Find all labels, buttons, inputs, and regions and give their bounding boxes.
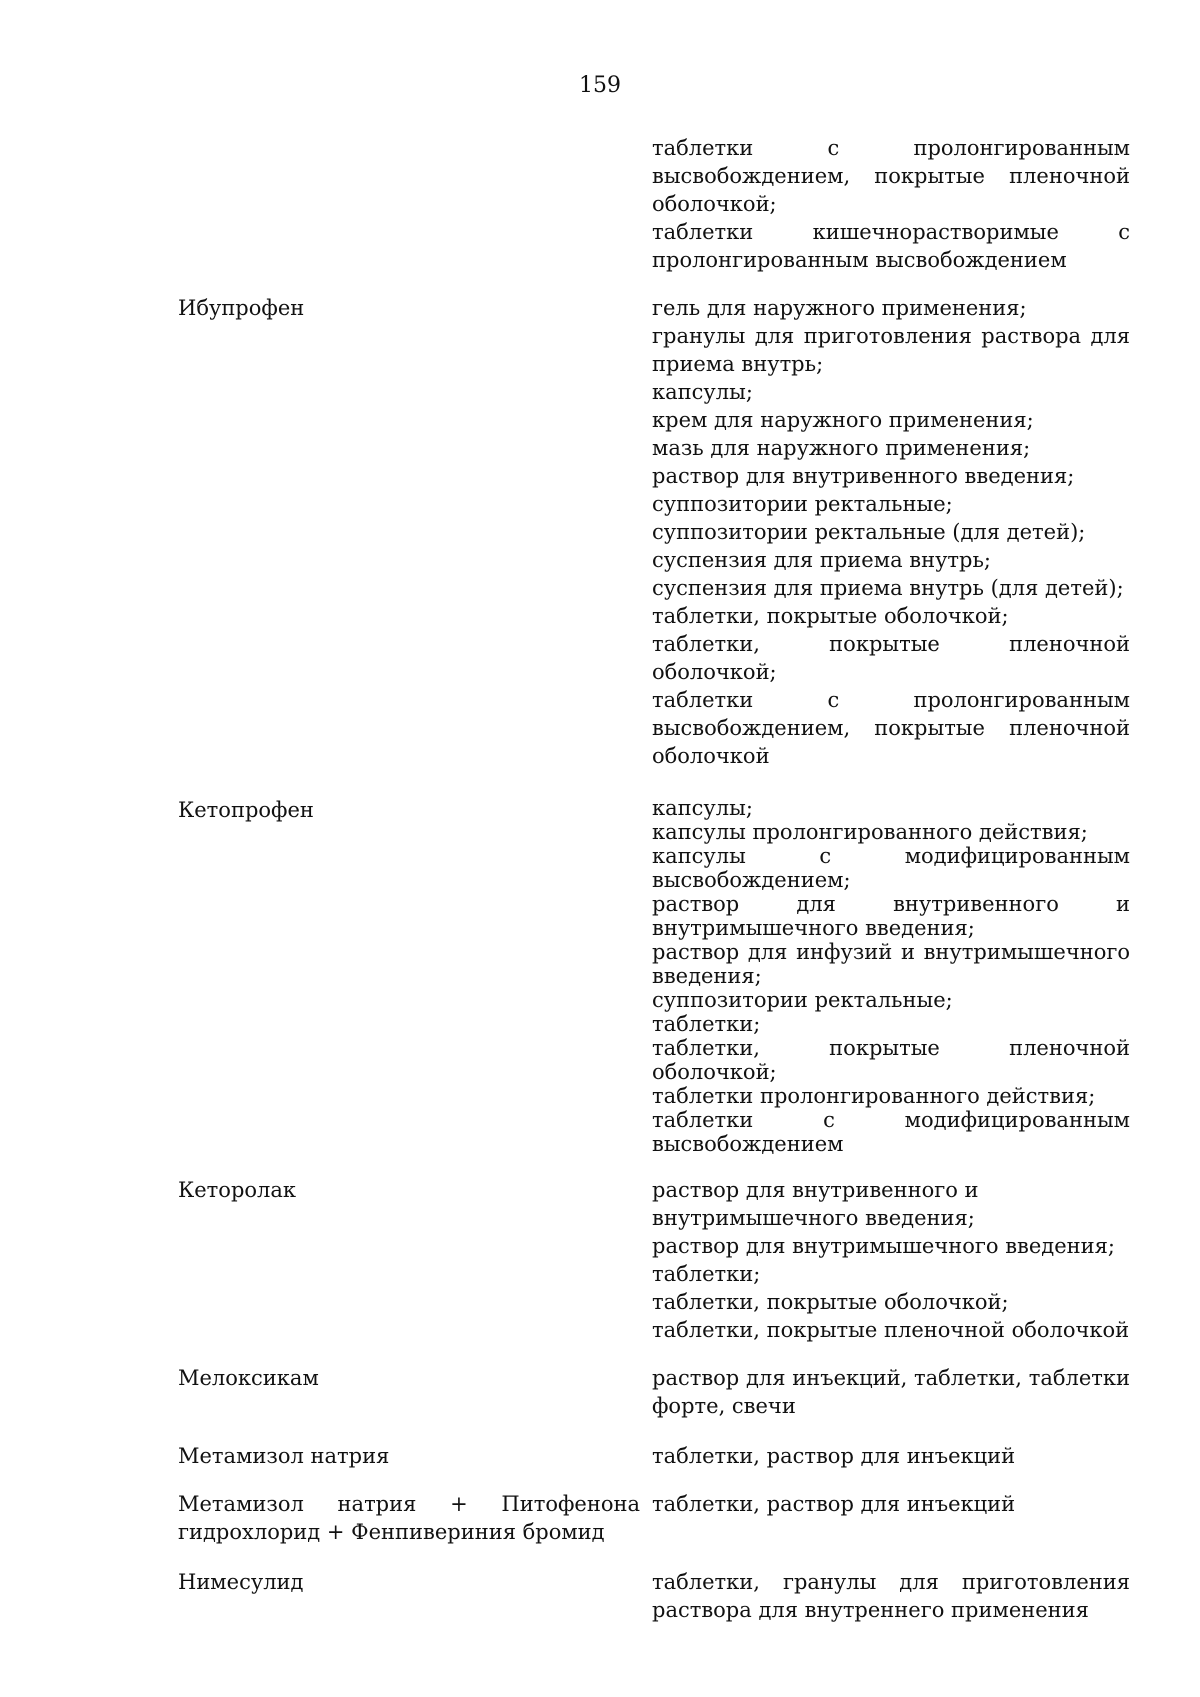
dosage-form: раствор для внутривенного и — [652, 1178, 979, 1202]
dosage-form: таблетки, покрытые пленочной оболочкой; — [652, 1036, 1130, 1084]
dosage-form: раствор для внутривенного и внутримышечного введения; — [652, 892, 1130, 940]
dosage-form: гель для наружного применения; — [652, 296, 1027, 320]
dosage-form: таблетки кишечнорастворимые с пролонгированным высвобождением — [652, 220, 1130, 272]
dosage-forms — [652, 134, 1130, 274]
dosage-forms — [652, 294, 1130, 770]
dosage-form: таблетки; — [652, 1262, 761, 1286]
dosage-form: таблетки с модифицированным высвобождением — [652, 1108, 1130, 1156]
dosage-form: крем для наружного применения; — [652, 408, 1034, 432]
table-row — [178, 134, 1130, 274]
drug-name: Метамизол натрия — [178, 1444, 390, 1468]
table-row — [178, 1176, 1130, 1344]
dosage-form: раствор для внутримышечного введения; — [652, 1234, 1115, 1258]
dosage-forms — [652, 1490, 1130, 1518]
dosage-form: таблетки, покрытые оболочкой; — [652, 1290, 1009, 1314]
dosage-forms — [652, 796, 1130, 1156]
dosage-form: таблетки; — [652, 1012, 761, 1036]
dosage-forms — [652, 1568, 1130, 1624]
dosage-form: таблетки, покрытые пленочной оболочкой; — [652, 632, 1130, 684]
dosage-form: таблетки пролонгированного действия; — [652, 1084, 1096, 1108]
drug-name: Кеторолак — [178, 1178, 297, 1202]
table-row — [178, 1490, 1130, 1546]
dosage-form: капсулы с модифицированным высвобождением; — [652, 844, 1130, 892]
drug-table — [178, 134, 1130, 1624]
dosage-form: капсулы; — [652, 380, 753, 404]
dosage-form: таблетки, раствор для инъекций — [652, 1444, 1016, 1468]
dosage-form: суппозитории ректальные (для детей); — [652, 520, 1086, 544]
drug-name: Мелоксикам — [178, 1366, 319, 1390]
drug-name: Метамизол натрия + Питофенона гидрохлорид + Фенпивериния бромид — [178, 1492, 640, 1544]
dosage-form: суппозитории ректальные; — [652, 988, 953, 1012]
dosage-form: суспензия для приема внутрь (для детей); — [652, 576, 1124, 600]
drug-name: Нимесулид — [178, 1570, 304, 1594]
dosage-form: раствор для инфузий и внутримышечного введения; — [652, 940, 1130, 988]
dosage-form: таблетки с пролонгированным высвобождением, покрытые пленочной оболочкой — [652, 688, 1130, 768]
dosage-form: таблетки, покрытые оболочкой; — [652, 604, 1009, 628]
dosage-forms — [652, 1364, 1130, 1420]
page-number: 159 — [579, 73, 621, 98]
dosage-form: суспензия для приема внутрь; — [652, 548, 992, 572]
dosage-form: капсулы; — [652, 796, 753, 820]
dosage-form: мазь для наружного применения; — [652, 436, 1031, 460]
dosage-form: таблетки, гранулы для приготовления раствора для внутреннего применения — [652, 1570, 1130, 1622]
table-row — [178, 294, 1130, 770]
dosage-form: внутримышечного введения; — [652, 1206, 975, 1230]
table-row — [178, 1442, 1130, 1470]
drug-name: Кетопрофен — [178, 798, 314, 822]
dosage-form: гранулы для приготовления раствора для приема внутрь; — [652, 324, 1130, 376]
table-row — [178, 1568, 1130, 1624]
dosage-form: раствор для внутривенного введения; — [652, 464, 1075, 488]
dosage-form: таблетки, покрытые пленочной оболочкой — [652, 1318, 1130, 1342]
dosage-form: раствор для инъекций, таблетки, таблетки форте, свечи — [652, 1366, 1130, 1418]
table-row — [178, 1364, 1130, 1420]
dosage-forms — [652, 1442, 1130, 1470]
drug-name: Ибупрофен — [178, 296, 305, 320]
dosage-form: таблетки с пролонгированным высвобождением, покрытые пленочной оболочкой; — [652, 136, 1130, 216]
dosage-form: капсулы пролонгированного действия; — [652, 820, 1088, 844]
dosage-form: таблетки, раствор для инъекций — [652, 1492, 1016, 1516]
dosage-forms — [652, 1176, 1130, 1344]
table-row — [178, 796, 1130, 1156]
dosage-form: суппозитории ректальные; — [652, 492, 953, 516]
